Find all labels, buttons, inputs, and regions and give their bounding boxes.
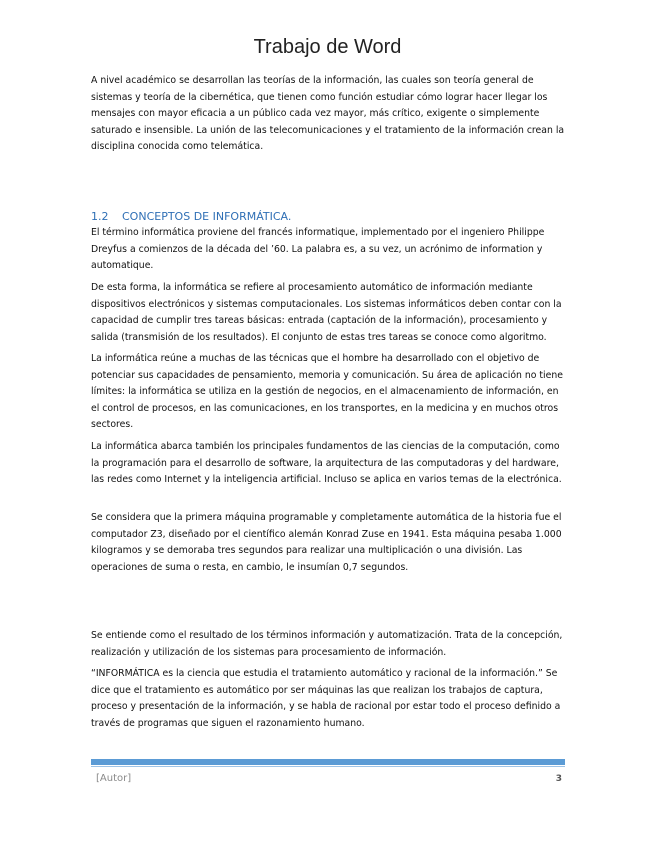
paragraph-processing: De esta forma, la informática se refiere al procesamiento automático de información mediante dispositivos electrónicos y sistemas computacionales. Los sistemas informáticos deben contar con la capacidad de cumplir tres tareas básicas: entrada (captación de la información), procesamiento y salida (transmisión de los resultados). El conjunto de estas tres tareas se conoce como algoritmo. — [91, 282, 562, 343]
section-heading — [91, 210, 569, 223]
section-title: CONCEPTOS DE INFORMÁTICA. — [122, 210, 292, 223]
paragraph-z3: Se considera que la primera máquina programable y completamente automática de la historia fue el computador Z3, diseñado por el científico alemán Konrad Zuse en 1941. Esta máquina pesaba 1.000 kilogramos y se demoraba tres segundos para realizar una multiplicación o una división. Las operaciones de suma o resta, en cambio, le insumían 0,7 segundos. — [91, 512, 562, 573]
footer-rule — [91, 759, 565, 765]
intro-paragraph: A nivel académico se desarrollan las teorías de la información, las cuales son teoría general de sistemas y teoría de la cibernética, que tienen como función estudiar cómo lograr hacer llegar los mensajes con mayor eficacia a un público cada vez mayor, más crítico, exigente o simplemente saturado e insensible. La unión de las telecomunicaciones y el tratamiento de la información crean la disciplina conocida como telemática. — [91, 75, 565, 153]
paragraph-techniques: La informática reúne a muchas de las técnicas que el hombre ha desarrollado con el objetivo de potenciar sus capacidades de pensamiento, memoria y comunicación. Su área de aplicación no tiene límites: la informática se utiliza en la gestión de negocios, en el almacenamiento de información, en el control de procesos, en las comunicaciones, en los transportes, en la medicina y en muchos otros sectores. — [91, 353, 563, 431]
document-title: Trabajo de Word — [253, 36, 402, 58]
paragraph-fundamentals: La informática abarca también los principales fundamentos de las ciencias de la computación, como la programación para el desarrollo de software, la arquitectura de las computadoras y del hardware, las redes como Internet y la inteligencia artificial. Incluso se aplica en varios temas de la electrónica. — [91, 441, 562, 486]
paragraph-quote: “INFORMÁTICA es la ciencia que estudia el tratamiento automático y racional de la información.” Se dice que el tratamiento es automático por ser máquinas las que realizan los trabajos de captura, proceso y presentación de la información, y se habla de racional por estar todo el proceso definido a través de programas que siguen el razonamiento humano. — [91, 668, 561, 729]
footer-page-number: 3 — [555, 774, 562, 784]
paragraph-origin: El término informática proviene del francés informatique, implementado por el ingeniero Philippe Dreyfus a comienzos de la década del ’60. La palabra es, a su vez, un acrónimo de information y automatique. — [91, 227, 545, 272]
footer-author[interactable]: [Autor] — [96, 773, 132, 784]
section-number: 1.2 — [91, 210, 109, 223]
footer-rule-thin — [91, 766, 565, 767]
paragraph-definition: Se entiende como el resultado de los términos información y automatización. Trata de la concepción, realización y utilización de los sistemas para procesamiento de información. — [91, 630, 563, 658]
